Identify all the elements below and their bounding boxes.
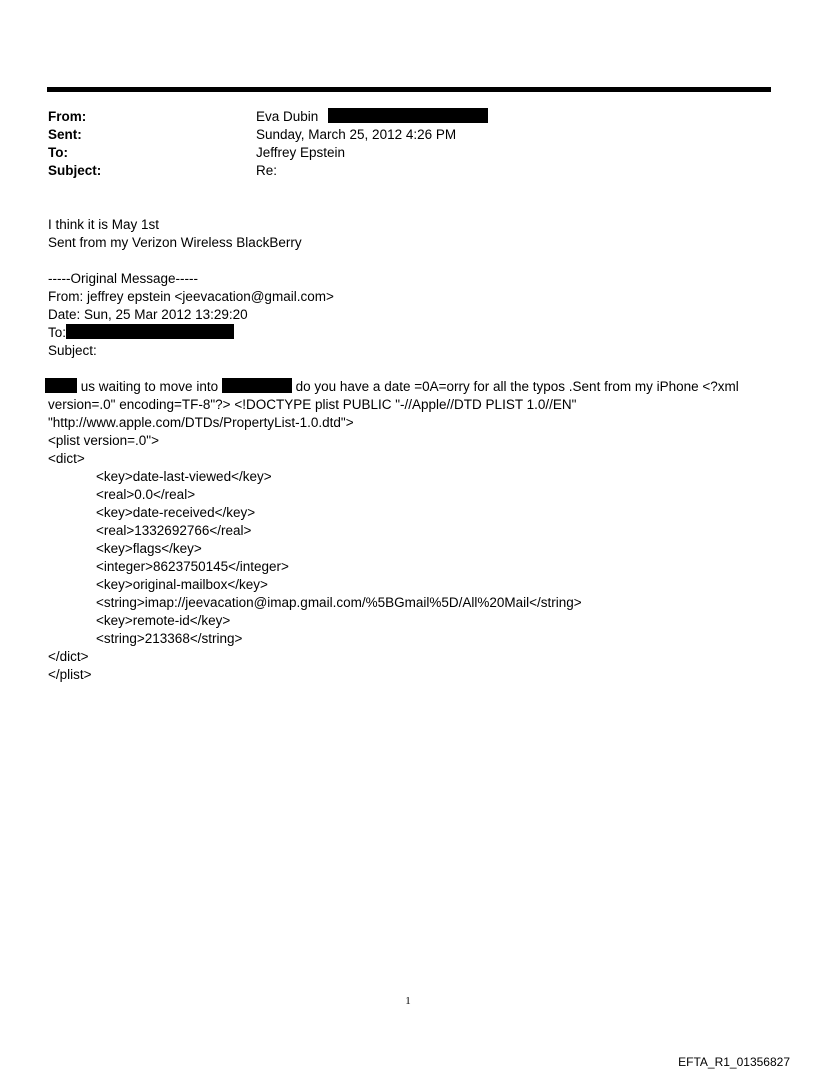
original-from: From: jeffrey epstein <jeevacation@gmail.com> xyxy=(48,289,334,304)
redaction-bar xyxy=(328,108,488,123)
redaction-bar xyxy=(45,378,77,393)
close-dict: </dict> xyxy=(48,649,89,664)
subject-label: Subject: xyxy=(48,163,102,178)
sent-label: Sent: xyxy=(48,127,82,142)
dict-line: <key>remote-id</key> xyxy=(96,613,231,628)
close-plist: </plist> xyxy=(48,667,92,682)
document-id: EFTA_R1_01356827 xyxy=(678,1055,790,1069)
from-value xyxy=(256,108,488,126)
original-to xyxy=(48,324,788,342)
dict-line: <key>flags</key> xyxy=(96,541,202,556)
header-rule xyxy=(47,87,771,92)
original-divider: -----Original Message----- xyxy=(48,271,199,286)
to-label: To: xyxy=(48,145,68,160)
dict-line: <key>date-last-viewed</key> xyxy=(96,469,272,484)
message-line-4: <plist version=.0"> xyxy=(48,433,159,448)
message-seg-1: us waiting to move into xyxy=(80,379,219,394)
message-line-1 xyxy=(45,378,785,396)
original-to-label: To: xyxy=(48,325,67,340)
message-seg-2: do you have a date =0A=orry for all the typos .Sent from my iPhone <?xml xyxy=(295,379,739,394)
sent-value: Sunday, March 25, 2012 4:26 PM xyxy=(256,127,457,142)
redaction-bar xyxy=(66,324,234,339)
message-line-5: <dict> xyxy=(48,451,85,466)
page-number: 1 xyxy=(405,995,411,1007)
dict-line: <string>213368</string> xyxy=(96,631,243,646)
dict-line: <key>original-mailbox</key> xyxy=(96,577,268,592)
message-line-2: version=.0" encoding=TF-8"?> <!DOCTYPE plist PUBLIC "-//Apple//DTD PLIST 1.0//EN" xyxy=(48,397,577,412)
from-label: From: xyxy=(48,109,87,124)
to-value: Jeffrey Epstein xyxy=(256,145,346,160)
reply-line-1: I think it is May 1st xyxy=(48,217,160,232)
subject-value: Re: xyxy=(256,163,278,178)
original-subject: Subject: xyxy=(48,343,97,358)
dict-line: <string>imap://jeevacation@imap.gmail.com/%5BGmail%5D/All%20Mail</string> xyxy=(96,595,582,610)
dict-line: <key>date-received</key> xyxy=(96,505,256,520)
dict-line: <real>0.0</real> xyxy=(96,487,196,502)
dict-line: <integer>8623750145</integer> xyxy=(96,559,289,574)
from-name: Eva Dubin xyxy=(256,109,319,124)
reply-line-2: Sent from my Verizon Wireless BlackBerry xyxy=(48,235,302,250)
dict-line: <real>1332692766</real> xyxy=(96,523,252,538)
redaction-bar xyxy=(222,378,292,393)
original-date: Date: Sun, 25 Mar 2012 13:29:20 xyxy=(48,307,248,322)
message-line-3: "http://www.apple.com/DTDs/PropertyList-1.0.dtd"> xyxy=(48,415,354,430)
